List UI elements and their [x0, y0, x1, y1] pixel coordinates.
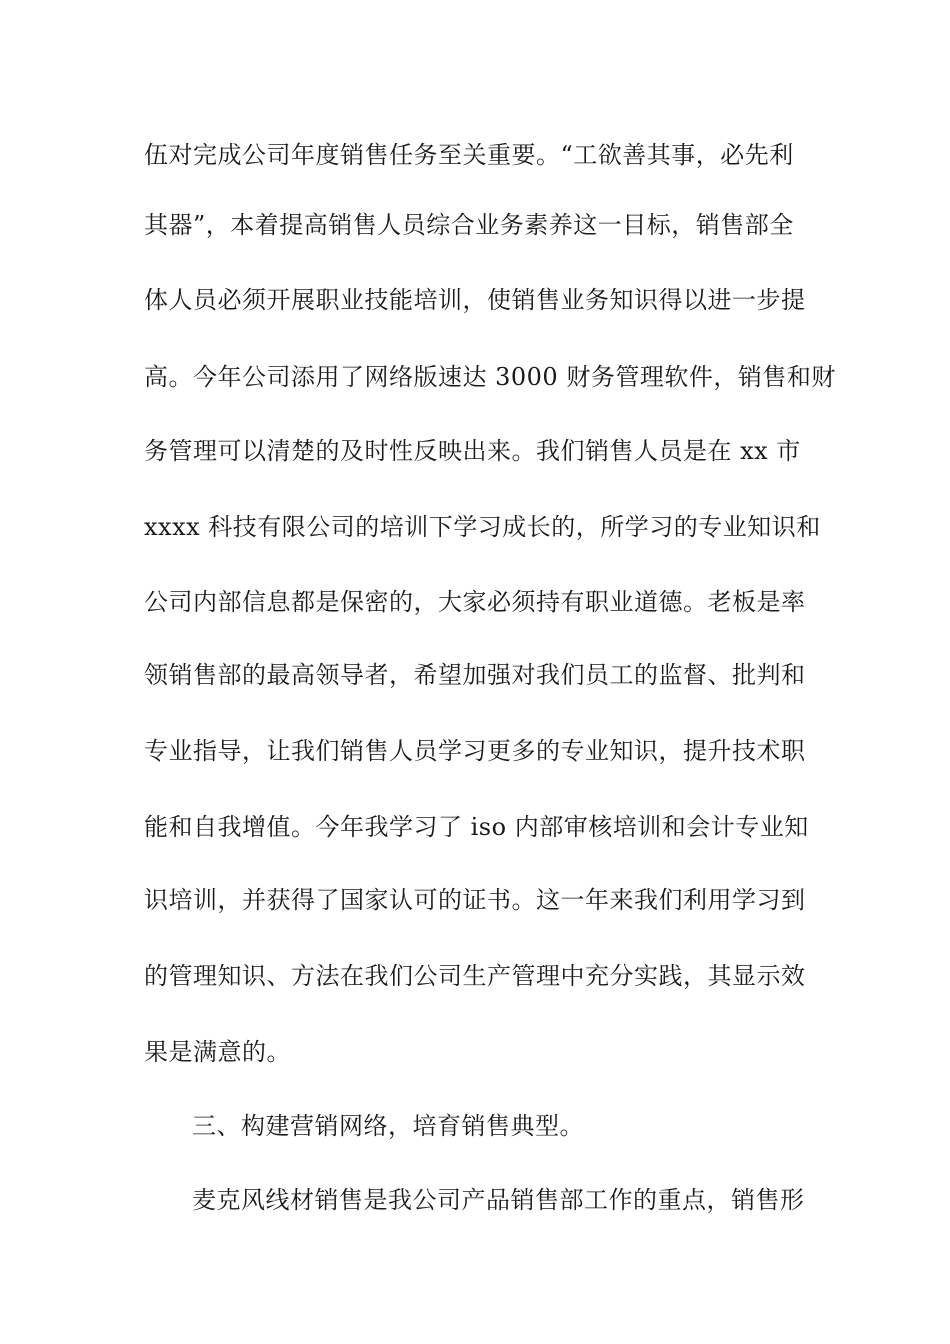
paragraph-line: 伍对完成公司年度销售任务至关重要。“工欲善其事，必先利 — [144, 141, 794, 169]
paragraph-line: 其器”，本着提高销售人员综合业务素养这一目标，销售部全 — [144, 211, 794, 239]
paragraph-line: 务管理可以清楚的及时性反映出来。我们销售人员是在 xx 市 — [144, 437, 801, 465]
paragraph-line: 领销售部的最高领导者，希望加强对我们员工的监督、批判和 — [144, 661, 806, 689]
paragraph-line: 专业指导，让我们销售人员学习更多的专业知识，提升技术职 — [144, 737, 806, 765]
paragraph-line: 公司内部信息都是保密的，大家必须持有职业道德。老板是率 — [144, 588, 806, 616]
paragraph-line: 的管理知识、方法在我们公司生产管理中充分实践，其显示效 — [144, 962, 806, 990]
paragraph-line: 果是满意的。 — [144, 1038, 291, 1066]
paragraph-line: 能和自我增值。今年我学习了 iso 内部审核培训和会计专业知 — [144, 813, 809, 841]
paragraph-line: 体人员必须开展职业技能培训，使销售业务知识得以进一步提 — [144, 286, 806, 314]
paragraph-line: 识培训，并获得了国家认可的证书。这一年来我们利用学习到 — [144, 886, 806, 914]
section-heading: 三、构建营销网络，培育销售典型。 — [192, 1112, 584, 1140]
paragraph-line: 高。今年公司添用了网络版速达 3000 财务管理软件，销售和财 — [144, 363, 836, 391]
paragraph-line: xxxx 科技有限公司的培训下学习成长的，所学习的专业知识和 — [144, 513, 821, 541]
paragraph-line: 麦克风线材销售是我公司产品销售部工作的重点，销售形 — [192, 1186, 805, 1214]
